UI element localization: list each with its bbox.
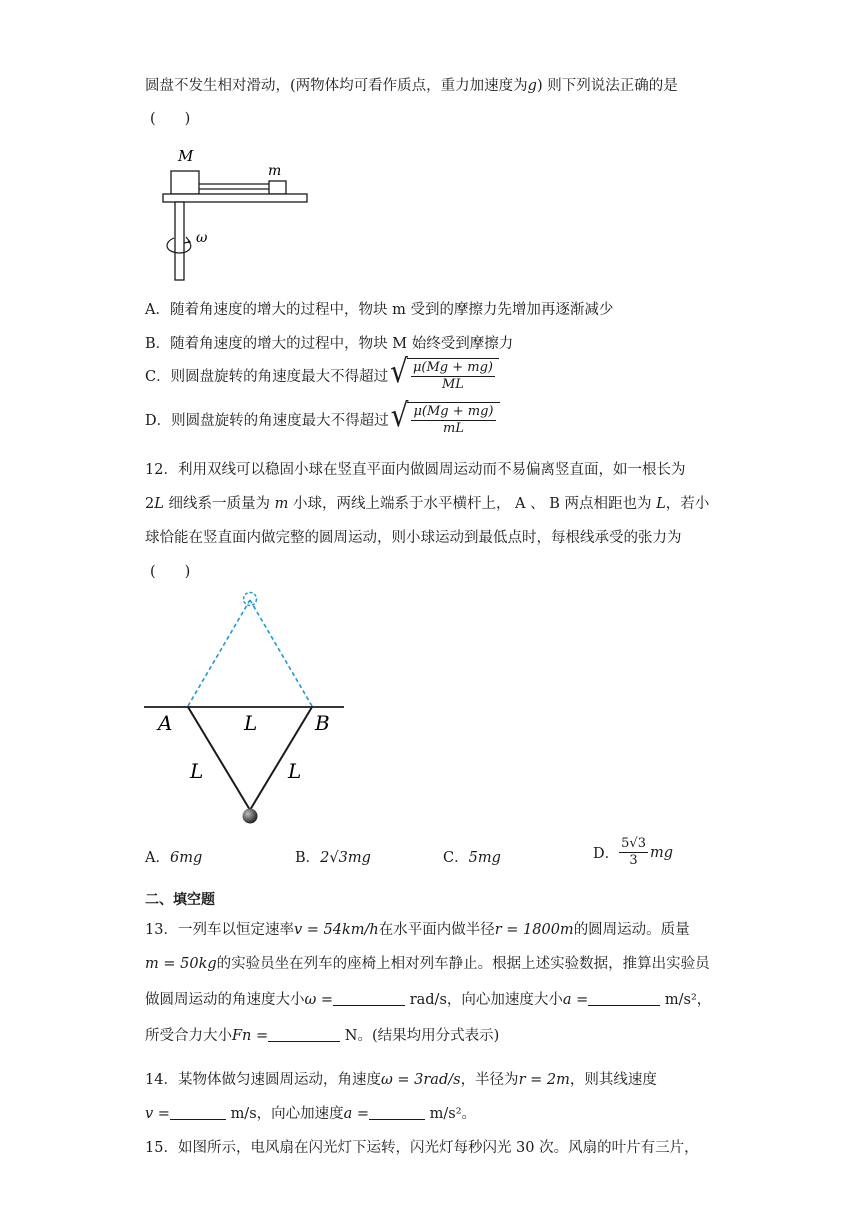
- q12-2: 2: [145, 496, 155, 512]
- q13-omega: ω =: [304, 992, 334, 1008]
- q13-unit1: rad/s: [409, 992, 447, 1008]
- q12-option-a: [145, 846, 202, 867]
- q12-option-c: [443, 846, 501, 867]
- q12-option-d-frac: [619, 836, 648, 869]
- dashed-string-right: [250, 600, 312, 706]
- ball-top-position: [244, 593, 257, 606]
- q12-option-b: [295, 846, 371, 867]
- q12-d-tail: mg: [649, 844, 674, 861]
- q13-fn: Fn =: [232, 1028, 269, 1044]
- q12-m: m: [274, 496, 289, 512]
- q12-d-num: 5√3: [621, 836, 646, 851]
- q11-option-d-sqrt: √ $\frac{\mu(Mg + mg)}{mL}$: [391, 402, 500, 437]
- q12-paren: ( ): [150, 564, 191, 580]
- q14-r: r = 2m: [518, 1072, 570, 1088]
- q13-unit3: N: [344, 1028, 358, 1044]
- q13-line2: [145, 952, 710, 973]
- ball: [243, 809, 258, 824]
- fig-label-L-left: L: [190, 759, 204, 783]
- q12-option-d-label: D．: [593, 846, 620, 862]
- q12-text-c: ，若小: [665, 496, 710, 512]
- q13-unit2: m/s²: [664, 992, 697, 1008]
- q14-omega: ω = 3rad/s: [380, 1072, 461, 1088]
- q13-v: v = 54km/h: [293, 922, 379, 938]
- q11-option-d-text: D．则圆盘旋转的角速度最大不得超过: [145, 413, 389, 429]
- q14-blank-a[interactable]: [369, 1105, 425, 1120]
- q14-unit2: m/s²: [429, 1106, 462, 1122]
- q13-m: m = 50kg: [145, 956, 217, 972]
- q11-line1-text: 圆盘不发生相对滑动，(两物体均可看作质点，重力加速度为: [145, 78, 528, 94]
- q11-option-c: [145, 351, 499, 393]
- q11-option-b: B．随着角速度的增大的过程中，物块 M 始终受到摩擦力: [145, 336, 514, 352]
- q13-blank-fn[interactable]: [268, 1027, 340, 1042]
- q13-line4: [145, 1024, 499, 1045]
- q12-option-b-value: 2√3mg: [320, 850, 371, 866]
- q11-d-num: μ(Mg + mg): [413, 404, 494, 419]
- q14-line1: [145, 1068, 657, 1089]
- q12-figure: [140, 588, 350, 828]
- disk: [163, 194, 307, 202]
- q13-line1: [145, 918, 690, 939]
- q11-option-c-sqrt: √ $\frac{\mu(Mg + mg)}{ML}$: [390, 358, 499, 393]
- q12-text-a: 细线系一质量为: [163, 496, 275, 512]
- q14-text-d: ，向心加速度: [256, 1106, 344, 1122]
- q13-text-a: 13．一列车以恒定速率: [145, 922, 294, 938]
- q12-option-c-label: C．: [443, 850, 469, 866]
- q12-L2: L: [656, 496, 666, 512]
- q11-c-num: μ(Mg + mg): [412, 360, 493, 375]
- q14-a: a =: [343, 1106, 370, 1122]
- q14-text-e: 。: [461, 1106, 477, 1122]
- q14-line2: [145, 1102, 476, 1123]
- q12-option-d: [593, 836, 673, 869]
- q13-a: a =: [562, 992, 589, 1008]
- fig-label-B: B: [315, 711, 330, 735]
- q14-text-c: ，则其线速度: [569, 1072, 657, 1088]
- q14-unit1: m/s: [230, 1106, 257, 1122]
- q12-option-c-value: 5mg: [468, 850, 501, 866]
- q11-figure: [160, 145, 310, 285]
- q11-option-c-text: C．则圆盘旋转的角速度最大不得超过: [145, 369, 389, 385]
- q11-option-a: A．随着角速度的增大的过程中，物块 m 受到的摩擦力先增加再逐渐减少: [145, 302, 614, 318]
- fig-label-M: M: [178, 147, 194, 165]
- q13-text-c: 的圆周运动。质量: [573, 922, 690, 938]
- q12-line1: 12．利用双线可以稳固小球在竖直平面内做圆周运动而不易偏离竖直面，如一根长为: [145, 462, 686, 478]
- q12-option-a-label: A．: [145, 850, 170, 866]
- fig-label-omega: ω: [196, 230, 208, 246]
- q12-L1: L: [154, 496, 164, 512]
- q11-line1-end: ) 则下列说法正确的是: [536, 78, 678, 94]
- q12-d-den: 3: [629, 853, 638, 868]
- q11-g: g: [527, 78, 537, 94]
- q12-line2: [145, 492, 709, 513]
- q11-d-den: mL: [443, 421, 464, 436]
- q13-text-b: 在水平面内做半径: [378, 922, 495, 938]
- axle: [175, 202, 184, 280]
- dashed-string-left: [188, 600, 250, 706]
- q13-blank-a[interactable]: [588, 991, 660, 1006]
- q12-option-b-label: B．: [295, 850, 321, 866]
- fig-label-m: m: [268, 163, 282, 179]
- q12-text-b: 小球，两线上端系于水平横杆上， A 、 B 两点相距也为: [288, 496, 657, 512]
- q14-v: v =: [145, 1106, 170, 1122]
- q14-blank-v[interactable]: [170, 1105, 226, 1120]
- q11-option-d: [145, 395, 500, 437]
- q14-text-b: ，半径为: [460, 1072, 519, 1088]
- q13-r: r = 1800m: [494, 922, 574, 938]
- q14-text-a: 14．某物体做匀速圆周运动，角速度: [145, 1072, 381, 1088]
- q15-line1: 15．如图所示，电风扇在闪光灯下运转，闪光灯每秒闪光 30 次。风扇的叶片有三片，: [145, 1140, 699, 1156]
- block-m: [269, 181, 286, 194]
- q13-text-e: 做圆周运动的角速度大小: [145, 992, 305, 1008]
- fig-label-L-top: L: [244, 711, 258, 735]
- q13-text-d: 的实验员坐在列车的座椅上相对列车静止。根据上述实验数据，推算出实验员: [216, 956, 710, 972]
- q13-text-g: ，: [696, 992, 712, 1008]
- q11-c-den: ML: [441, 377, 464, 392]
- q13-blank-omega[interactable]: [333, 991, 405, 1006]
- q11-line1: [145, 74, 678, 95]
- string-right: [250, 707, 312, 810]
- q13-text-i: 。(结果均用分式表示): [357, 1028, 500, 1044]
- q12-option-a-value: 6mg: [169, 850, 203, 866]
- q13-text-f: ，向心加速度大小: [446, 992, 563, 1008]
- block-M: [171, 171, 199, 194]
- fig-label-L-right: L: [288, 759, 302, 783]
- section-title-fill-in: 二、填空题: [145, 892, 215, 908]
- fig-label-A: A: [158, 711, 173, 735]
- q13-text-h: 所受合力大小: [145, 1028, 232, 1044]
- q13-line3: [145, 988, 711, 1009]
- q11-paren: ( ): [150, 111, 191, 127]
- q12-line3: 球恰能在竖直面内做完整的圆周运动，则小球运动到最低点时，每根线承受的张力为: [145, 530, 682, 546]
